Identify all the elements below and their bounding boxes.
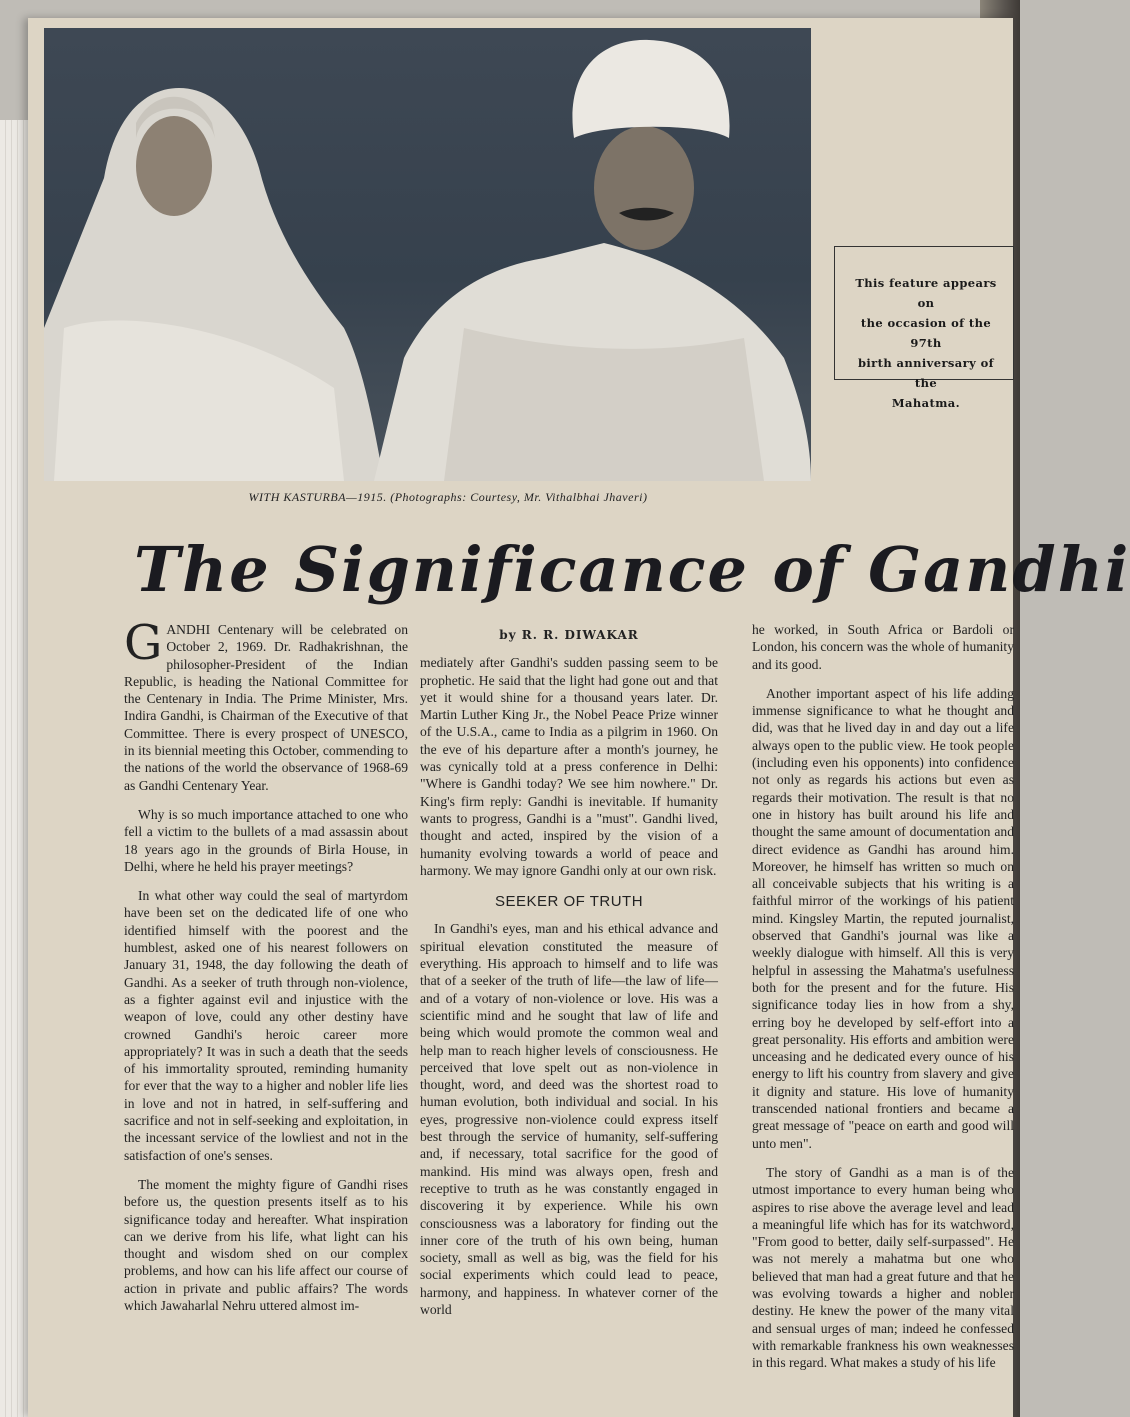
feature-note-box [834, 246, 1014, 410]
section-heading: SEEKER OF TRUTH [494, 893, 644, 911]
photo-gandhi-kasturba [44, 28, 811, 481]
feature-note-line: the occasion of the 97th [860, 316, 992, 350]
feature-note-line: Mahatma. [891, 396, 961, 410]
article-column-2 [420, 621, 718, 1330]
photo-caption: WITH KASTURBA—1915. (Photographs: Courtesy, Mr. Vithalbhai Jhaveri) [248, 490, 648, 504]
article-column-1 [124, 615, 408, 1326]
byline: by R. R. DIWAKAR [499, 628, 639, 642]
feature-note-line: birth anniversary of the [857, 356, 995, 390]
drop-cap: G [124, 615, 163, 671]
photo-illustration [44, 28, 811, 481]
magazine-page [28, 18, 1130, 1417]
article-column-3 [752, 621, 1014, 1383]
paragraph: Why is so much importance attached to one who fell a victim to the bullets of a mad assassin about 18 years ago in the grounds of Birla House, in Delhi, where he held his prayer meetings? [124, 806, 408, 874]
article-title: The Significance of Gandhi [134, 533, 1130, 606]
paragraph: The moment the mighty figure of Gandhi rises before us, the question presents itself as to his significance today and hereafter. What inspiration can we derive from his life, what light can his thought and wisdom shed on our complex problems, and how can his life affect our course of action in private and public affairs? The words which Jawaharlal Nehru uttered almost im- [124, 1176, 408, 1313]
paragraph: The story of Gandhi as a man is of the utmost importance to every human being who aspires to rise above the average level and lead a meaningful life which has for its watchword, "From good to better, daily self-surpassed". He was not merely a mahatma but one who believed that man had a great future and that he was evolving towards a higher and nobler destiny. He knew the power of the many vital and sensual urges of man; indeed he confessed with remarkable frankness his own weaknesses in this regard. What makes a study of his life [752, 1164, 1014, 1371]
paragraph: Another important aspect of his life adding immense significance to what he thought and did, was that he lived day in and day out a life always open to the public view. He took people (including even his opponents) into confidence not only as regards his actions but even as regards their motivation. The result is that no one in history has built around his life and thought the same amount of documentation and direct evidence as Gandhi has around him. Moreover, he himself has written so much on all conceivable subjects that his writing is a faithful mirror of the workings of his patient mind. Kingsley Martin, the reputed journalist, observed that Gandhi's journal was like a weekly dialogue with himself. All this is very helpful in assessing the Mahatma's usefulness both for the present and for the future. His significance today lies in how from a shy, erring boy he developed by self-effort into a great personality. His efforts and ambition were unceasing and he dedicated every ounce of his energy to lift his country from slavery and give it dignity and stature. His love of humanity transcended national frontiers and became a great message of "peace on earth and good will unto men". [752, 685, 1014, 1151]
paragraph: mediately after Gandhi's sudden passing seem to be prophetic. He said that the light had gone out and that yet it would shine for a thousand years later. Dr. Martin Luther King Jr., the Nobel Peace Prize winner of the U.S.A., came to India as a pilgrim in 1960. On the eve of his departure after a month's journey, he was cynically told at a press conference in Delhi: "Where is Gandhi today? We see him nowhere." Dr. King's firm reply: Gandhi is inevitable. If humanity wants to progress, Gandhi is a "must". Gandhi lived, thought and acted, inspired by the vision of a humanity evolving towards a world of peace and harmony. We may ignore Gandhi only at our own risk. [420, 655, 718, 878]
paragraph: GANDHI Centenary will be celebrated on October 2, 1969. Dr. Radhakrishnan, the philosopher-President of the Indian Republic, is heading the National Committee for the Centenary in India. The Prime Minister, Mrs. Indira Gandhi, is Chairman of the Executive of that Committee. There is every prospect of UNESCO, in its biennial meeting this October, commending to the nations of the world the observance of 1968-69 as Gandhi Centenary Year. [124, 615, 408, 793]
paragraph: In what other way could the seal of martyrdom have been set on the dedicated life of one who identified himself with the poorest and the humblest, asked one of his nearest followers on January 31, 1948, the day following the death of Gandhi. As a seeker of truth through non-violence, as a fighter against evil and injustice with the weapon of love, could any other destiny have crowned Gandhi's heroic career more appropriately? It was in such a death that the seeds of his immortality sprouted, reminding humanity for ever that the way to a higher and nobler life lies in love and not in hatred, in self-suffering and sacrifice and not in self-seeking and exploitation, in the incessant service of the lowliest and not in the satisfaction of one's senses. [124, 888, 408, 1163]
paragraph: he worked, in South Africa or Bardoli or London, his concern was the whole of humanity and its good. [752, 622, 1014, 672]
feature-note-line: This feature appears on [855, 276, 997, 310]
paragraph: In Gandhi's eyes, man and his ethical advance and spiritual elevation constituted the measure of everything. His approach to himself and to life was that of a seeker of the truth of life—the law of life—and of a votary of non-violence or love. His was a scientific mind and he sought that law of life and being which would promote the common weal and help man to reach higher levels of consciousness. He perceived that love spelt out as non-violence in thought, word, and deed was the shortest road to human evolution, both individual and social. In his eyes, progressive non-violence could express itself best through the service of humanity, self-suffering and, if necessary, total sacrifice for the good of mankind. His mind was always open, fresh and receptive to truth as he was constantly engaged in discovering it by experience. While his own consciousness was a laboratory for finding out the inner core of the truth of his own being, human society, small as well as big, was the field for his social experiments which could lead to peace, harmony, and happiness. In whatever corner of the world [420, 921, 718, 1317]
